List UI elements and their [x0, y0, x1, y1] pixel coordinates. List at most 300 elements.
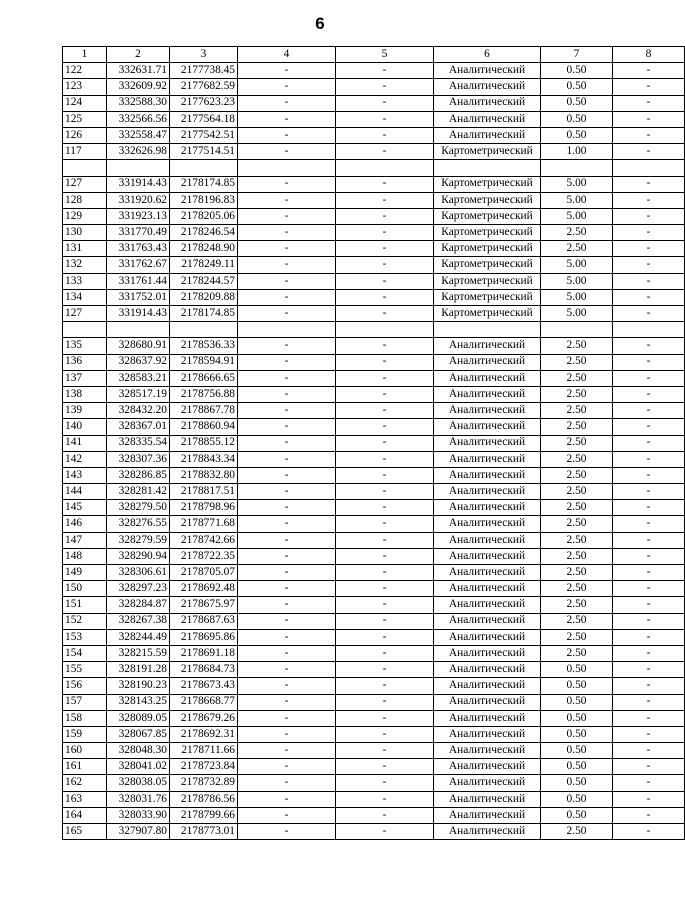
x-coordinate-cell: 328680.91 [107, 338, 170, 354]
column-5-cell: - [336, 824, 434, 840]
table-row [63, 807, 685, 823]
y-coordinate-cell: 2178692.48 [170, 581, 238, 597]
table-row [63, 208, 685, 224]
table-row [63, 581, 685, 597]
table-row [63, 662, 685, 678]
x-coordinate-cell: 328276.55 [107, 516, 170, 532]
accuracy-cell: 2.50 [541, 548, 613, 564]
column-8-cell: - [613, 710, 685, 726]
column-5-cell: - [336, 289, 434, 305]
column-8-cell: - [613, 694, 685, 710]
method-cell: Аналитический [434, 338, 541, 354]
accuracy-cell: 5.00 [541, 192, 613, 208]
column-5-cell: - [336, 807, 434, 823]
column-8-cell: - [613, 484, 685, 500]
column-8-cell: - [613, 581, 685, 597]
column-4-cell: - [238, 289, 336, 305]
table-row [63, 694, 685, 710]
point-number-cell [63, 160, 107, 176]
column-5-cell: - [336, 176, 434, 192]
x-coordinate-cell: 328306.61 [107, 565, 170, 581]
accuracy-cell: 2.50 [541, 629, 613, 645]
table-row [63, 79, 685, 95]
column-4-cell: - [238, 241, 336, 257]
x-coordinate-cell: 328279.59 [107, 532, 170, 548]
column-8-cell: - [613, 338, 685, 354]
method-cell: Картометрический [434, 225, 541, 241]
y-coordinate-cell: 2178594.91 [170, 354, 238, 370]
column-5-cell: - [336, 662, 434, 678]
column-header: 8 [613, 47, 685, 63]
accuracy-cell: 5.00 [541, 289, 613, 305]
column-8-cell: - [613, 516, 685, 532]
accuracy-cell: 2.50 [541, 419, 613, 435]
column-8-cell: - [613, 678, 685, 694]
table-row [63, 484, 685, 500]
table-row [63, 500, 685, 516]
column-5-cell: - [336, 370, 434, 386]
method-cell: Аналитический [434, 516, 541, 532]
column-5-cell: - [336, 338, 434, 354]
accuracy-cell: 2.50 [541, 824, 613, 840]
column-8-cell: - [613, 824, 685, 840]
column-8-cell: - [613, 144, 685, 160]
method-cell: Аналитический [434, 743, 541, 759]
column-8-cell: - [613, 95, 685, 111]
table-row [63, 791, 685, 807]
table-row [63, 322, 685, 338]
y-coordinate-cell: 2178692.31 [170, 726, 238, 742]
column-header: 2 [107, 47, 170, 63]
point-number-cell: 140 [63, 419, 107, 435]
accuracy-cell: 2.50 [541, 500, 613, 516]
accuracy-cell: 0.50 [541, 63, 613, 79]
table-row [63, 467, 685, 483]
table-row [63, 710, 685, 726]
column-5-cell: - [336, 775, 434, 791]
method-cell: Аналитический [434, 613, 541, 629]
y-coordinate-cell: 2178668.77 [170, 694, 238, 710]
column-4-cell: - [238, 127, 336, 143]
x-coordinate-cell: 331914.43 [107, 306, 170, 322]
accuracy-cell [541, 160, 613, 176]
point-number-cell: 163 [63, 791, 107, 807]
column-4-cell: - [238, 484, 336, 500]
y-coordinate-cell: 2178249.11 [170, 257, 238, 273]
column-8-cell: - [613, 419, 685, 435]
x-coordinate-cell: 328048.30 [107, 743, 170, 759]
column-4-cell: - [238, 257, 336, 273]
accuracy-cell: 2.50 [541, 338, 613, 354]
method-cell: Аналитический [434, 597, 541, 613]
x-coordinate-cell: 328143.25 [107, 694, 170, 710]
method-cell: Аналитический [434, 500, 541, 516]
point-number-cell: 135 [63, 338, 107, 354]
column-4-cell: - [238, 338, 336, 354]
method-cell: Аналитический [434, 451, 541, 467]
column-5-cell: - [336, 484, 434, 500]
column-4-cell: - [238, 370, 336, 386]
method-cell: Аналитический [434, 581, 541, 597]
column-4-cell: - [238, 613, 336, 629]
column-8-cell: - [613, 791, 685, 807]
column-4-cell: - [238, 403, 336, 419]
x-coordinate-cell: 332588.30 [107, 95, 170, 111]
column-8-cell: - [613, 208, 685, 224]
x-coordinate-cell: 328215.59 [107, 645, 170, 661]
accuracy-cell: 2.50 [541, 451, 613, 467]
table-row [63, 565, 685, 581]
column-4-cell: - [238, 225, 336, 241]
point-number-cell: 128 [63, 192, 107, 208]
y-coordinate-cell: 2178742.66 [170, 532, 238, 548]
point-number-cell: 164 [63, 807, 107, 823]
y-coordinate-cell: 2178691.18 [170, 645, 238, 661]
column-8-cell: - [613, 403, 685, 419]
column-5-cell: - [336, 532, 434, 548]
column-8-cell: - [613, 743, 685, 759]
y-coordinate-cell: 2178723.84 [170, 759, 238, 775]
column-4-cell: - [238, 824, 336, 840]
accuracy-cell: 2.50 [541, 565, 613, 581]
point-number-cell: 127 [63, 306, 107, 322]
y-coordinate-cell: 2178843.34 [170, 451, 238, 467]
column-4-cell: - [238, 743, 336, 759]
column-5-cell [336, 160, 434, 176]
accuracy-cell: 2.50 [541, 581, 613, 597]
table-row [63, 176, 685, 192]
column-4-cell: - [238, 807, 336, 823]
column-5-cell: - [336, 467, 434, 483]
x-coordinate-cell: 331752.01 [107, 289, 170, 305]
point-number-cell: 131 [63, 241, 107, 257]
point-number-cell: 157 [63, 694, 107, 710]
method-cell: Аналитический [434, 565, 541, 581]
method-cell: Аналитический [434, 824, 541, 840]
method-cell: Аналитический [434, 548, 541, 564]
x-coordinate-cell: 328290.94 [107, 548, 170, 564]
method-cell: Аналитический [434, 484, 541, 500]
y-coordinate-cell: 2178711.66 [170, 743, 238, 759]
method-cell: Аналитический [434, 63, 541, 79]
column-5-cell: - [336, 257, 434, 273]
y-coordinate-cell: 2178722.35 [170, 548, 238, 564]
column-8-cell: - [613, 451, 685, 467]
table-row [63, 370, 685, 386]
column-8-cell: - [613, 775, 685, 791]
x-coordinate-cell: 328279.50 [107, 500, 170, 516]
method-cell: Аналитический [434, 775, 541, 791]
x-coordinate-cell: 328244.49 [107, 629, 170, 645]
column-5-cell: - [336, 208, 434, 224]
method-cell: Картометрический [434, 306, 541, 322]
point-number-cell: 136 [63, 354, 107, 370]
column-8-cell: - [613, 565, 685, 581]
point-number-cell: 155 [63, 662, 107, 678]
column-8-cell: - [613, 645, 685, 661]
x-coordinate-cell: 328067.85 [107, 726, 170, 742]
y-coordinate-cell: 2178205.06 [170, 208, 238, 224]
x-coordinate-cell: 328038.05 [107, 775, 170, 791]
table-row [63, 273, 685, 289]
column-header: 7 [541, 47, 613, 63]
x-coordinate-cell: 331920.62 [107, 192, 170, 208]
column-5-cell: - [336, 451, 434, 467]
column-8-cell: - [613, 532, 685, 548]
column-5-cell: - [336, 95, 434, 111]
method-cell [434, 322, 541, 338]
x-coordinate-cell: 331762.67 [107, 257, 170, 273]
column-5-cell: - [336, 548, 434, 564]
column-header: 5 [336, 47, 434, 63]
column-4-cell: - [238, 354, 336, 370]
point-number-cell: 132 [63, 257, 107, 273]
y-coordinate-cell: 2177738.45 [170, 63, 238, 79]
y-coordinate-cell: 2178248.90 [170, 241, 238, 257]
point-number-cell: 160 [63, 743, 107, 759]
point-number-cell: 146 [63, 516, 107, 532]
method-cell: Картометрический [434, 289, 541, 305]
method-cell: Аналитический [434, 419, 541, 435]
x-coordinate-cell: 331763.43 [107, 241, 170, 257]
x-coordinate-cell: 332631.71 [107, 63, 170, 79]
column-8-cell: - [613, 192, 685, 208]
table-row [63, 63, 685, 79]
column-5-cell: - [336, 678, 434, 694]
table-row [63, 338, 685, 354]
column-8-cell: - [613, 500, 685, 516]
accuracy-cell: 0.50 [541, 111, 613, 127]
y-coordinate-cell: 2178867.78 [170, 403, 238, 419]
point-number-cell: 139 [63, 403, 107, 419]
column-4-cell: - [238, 386, 336, 402]
table-row [63, 759, 685, 775]
coordinates-table [62, 46, 685, 840]
column-4-cell: - [238, 710, 336, 726]
method-cell: Аналитический [434, 403, 541, 419]
accuracy-cell: 2.50 [541, 354, 613, 370]
column-8-cell: - [613, 306, 685, 322]
column-4-cell: - [238, 726, 336, 742]
column-header: 6 [434, 47, 541, 63]
accuracy-cell: 2.50 [541, 484, 613, 500]
column-4-cell: - [238, 435, 336, 451]
table-row [63, 516, 685, 532]
x-coordinate-cell: 332558.47 [107, 127, 170, 143]
table-row [63, 743, 685, 759]
y-coordinate-cell: 2178246.54 [170, 225, 238, 241]
y-coordinate-cell: 2178666.65 [170, 370, 238, 386]
method-cell: Картометрический [434, 144, 541, 160]
column-5-cell: - [336, 354, 434, 370]
column-4-cell: - [238, 467, 336, 483]
column-4-cell: - [238, 144, 336, 160]
x-coordinate-cell: 328517.19 [107, 386, 170, 402]
column-5-cell: - [336, 581, 434, 597]
point-number-cell: 138 [63, 386, 107, 402]
x-coordinate-cell: 328307.36 [107, 451, 170, 467]
x-coordinate-cell: 328335.54 [107, 435, 170, 451]
x-coordinate-cell: 332626.98 [107, 144, 170, 160]
table-row [63, 613, 685, 629]
point-number-cell: 159 [63, 726, 107, 742]
column-5-cell: - [336, 79, 434, 95]
accuracy-cell: 0.50 [541, 775, 613, 791]
y-coordinate-cell: 2178174.85 [170, 306, 238, 322]
accuracy-cell: 2.50 [541, 645, 613, 661]
method-cell: Аналитический [434, 532, 541, 548]
x-coordinate-cell: 328267.38 [107, 613, 170, 629]
column-4-cell: - [238, 111, 336, 127]
column-4-cell: - [238, 419, 336, 435]
method-cell: Аналитический [434, 678, 541, 694]
y-coordinate-cell: 2178817.51 [170, 484, 238, 500]
point-number-cell: 134 [63, 289, 107, 305]
column-5-cell: - [336, 710, 434, 726]
x-coordinate-cell: 328089.05 [107, 710, 170, 726]
accuracy-cell: 0.50 [541, 726, 613, 742]
y-coordinate-cell: 2177623.23 [170, 95, 238, 111]
accuracy-cell: 2.50 [541, 435, 613, 451]
column-5-cell: - [336, 225, 434, 241]
point-number-cell [63, 322, 107, 338]
x-coordinate-cell: 328286.85 [107, 467, 170, 483]
column-8-cell: - [613, 807, 685, 823]
y-coordinate-cell: 2178695.86 [170, 629, 238, 645]
column-4-cell: - [238, 532, 336, 548]
y-coordinate-cell: 2177564.18 [170, 111, 238, 127]
column-header: 3 [170, 47, 238, 63]
y-coordinate-cell: 2178732.89 [170, 775, 238, 791]
x-coordinate-cell: 328041.02 [107, 759, 170, 775]
table-row [63, 678, 685, 694]
y-coordinate-cell: 2178771.68 [170, 516, 238, 532]
point-number-cell: 130 [63, 225, 107, 241]
x-coordinate-cell [107, 322, 170, 338]
table-row [63, 824, 685, 840]
x-coordinate-cell: 328190.23 [107, 678, 170, 694]
column-8-cell: - [613, 597, 685, 613]
accuracy-cell: 0.50 [541, 759, 613, 775]
accuracy-cell: 0.50 [541, 95, 613, 111]
y-coordinate-cell: 2178536.33 [170, 338, 238, 354]
point-number-cell: 154 [63, 645, 107, 661]
column-4-cell: - [238, 597, 336, 613]
point-number-cell: 147 [63, 532, 107, 548]
x-coordinate-cell [107, 160, 170, 176]
column-5-cell [336, 322, 434, 338]
method-cell: Картометрический [434, 176, 541, 192]
column-8-cell: - [613, 467, 685, 483]
method-cell: Аналитический [434, 807, 541, 823]
method-cell: Аналитический [434, 645, 541, 661]
accuracy-cell: 2.50 [541, 403, 613, 419]
column-4-cell: - [238, 678, 336, 694]
point-number-cell: 145 [63, 500, 107, 516]
column-8-cell: - [613, 386, 685, 402]
method-cell: Картометрический [434, 192, 541, 208]
method-cell: Аналитический [434, 467, 541, 483]
column-5-cell: - [336, 419, 434, 435]
y-coordinate-cell: 2177514.51 [170, 144, 238, 160]
table-row [63, 548, 685, 564]
x-coordinate-cell: 331914.43 [107, 176, 170, 192]
column-8-cell: - [613, 662, 685, 678]
point-number-cell: 129 [63, 208, 107, 224]
y-coordinate-cell: 2178855.12 [170, 435, 238, 451]
point-number-cell: 151 [63, 597, 107, 613]
column-5-cell: - [336, 791, 434, 807]
y-coordinate-cell: 2178705.07 [170, 565, 238, 581]
x-coordinate-cell: 328284.87 [107, 597, 170, 613]
point-number-cell: 143 [63, 467, 107, 483]
y-coordinate-cell: 2178209.88 [170, 289, 238, 305]
accuracy-cell: 2.50 [541, 597, 613, 613]
x-coordinate-cell: 328432.20 [107, 403, 170, 419]
method-cell [434, 160, 541, 176]
column-4-cell: - [238, 192, 336, 208]
accuracy-cell: 0.50 [541, 678, 613, 694]
column-5-cell: - [336, 629, 434, 645]
column-4-cell: - [238, 516, 336, 532]
column-5-cell: - [336, 192, 434, 208]
x-coordinate-cell: 327907.80 [107, 824, 170, 840]
accuracy-cell: 0.50 [541, 743, 613, 759]
column-4-cell [238, 160, 336, 176]
accuracy-cell: 2.50 [541, 516, 613, 532]
y-coordinate-cell [170, 322, 238, 338]
column-8-cell: - [613, 127, 685, 143]
table-row [63, 597, 685, 613]
method-cell: Аналитический [434, 629, 541, 645]
method-cell: Аналитический [434, 694, 541, 710]
accuracy-cell: 1.00 [541, 144, 613, 160]
column-4-cell: - [238, 176, 336, 192]
table-row [63, 726, 685, 742]
table-row [63, 127, 685, 143]
column-4-cell: - [238, 759, 336, 775]
accuracy-cell: 2.50 [541, 386, 613, 402]
table-row [63, 451, 685, 467]
column-4-cell [238, 322, 336, 338]
column-4-cell: - [238, 581, 336, 597]
table-row [63, 435, 685, 451]
x-coordinate-cell: 331761.44 [107, 273, 170, 289]
method-cell: Аналитический [434, 435, 541, 451]
y-coordinate-cell: 2178174.85 [170, 176, 238, 192]
column-8-cell: - [613, 370, 685, 386]
table-row [63, 192, 685, 208]
column-4-cell: - [238, 548, 336, 564]
point-number-cell: 122 [63, 63, 107, 79]
y-coordinate-cell: 2178773.01 [170, 824, 238, 840]
column-4-cell: - [238, 791, 336, 807]
accuracy-cell: 5.00 [541, 208, 613, 224]
point-number-cell: 133 [63, 273, 107, 289]
y-coordinate-cell [170, 160, 238, 176]
y-coordinate-cell: 2178798.96 [170, 500, 238, 516]
column-5-cell: - [336, 435, 434, 451]
column-4-cell: - [238, 306, 336, 322]
column-5-cell: - [336, 144, 434, 160]
column-8-cell: - [613, 241, 685, 257]
table-header-row [63, 47, 685, 63]
y-coordinate-cell: 2178244.57 [170, 273, 238, 289]
column-4-cell: - [238, 208, 336, 224]
column-8-cell [613, 322, 685, 338]
accuracy-cell: 2.50 [541, 613, 613, 629]
accuracy-cell [541, 322, 613, 338]
